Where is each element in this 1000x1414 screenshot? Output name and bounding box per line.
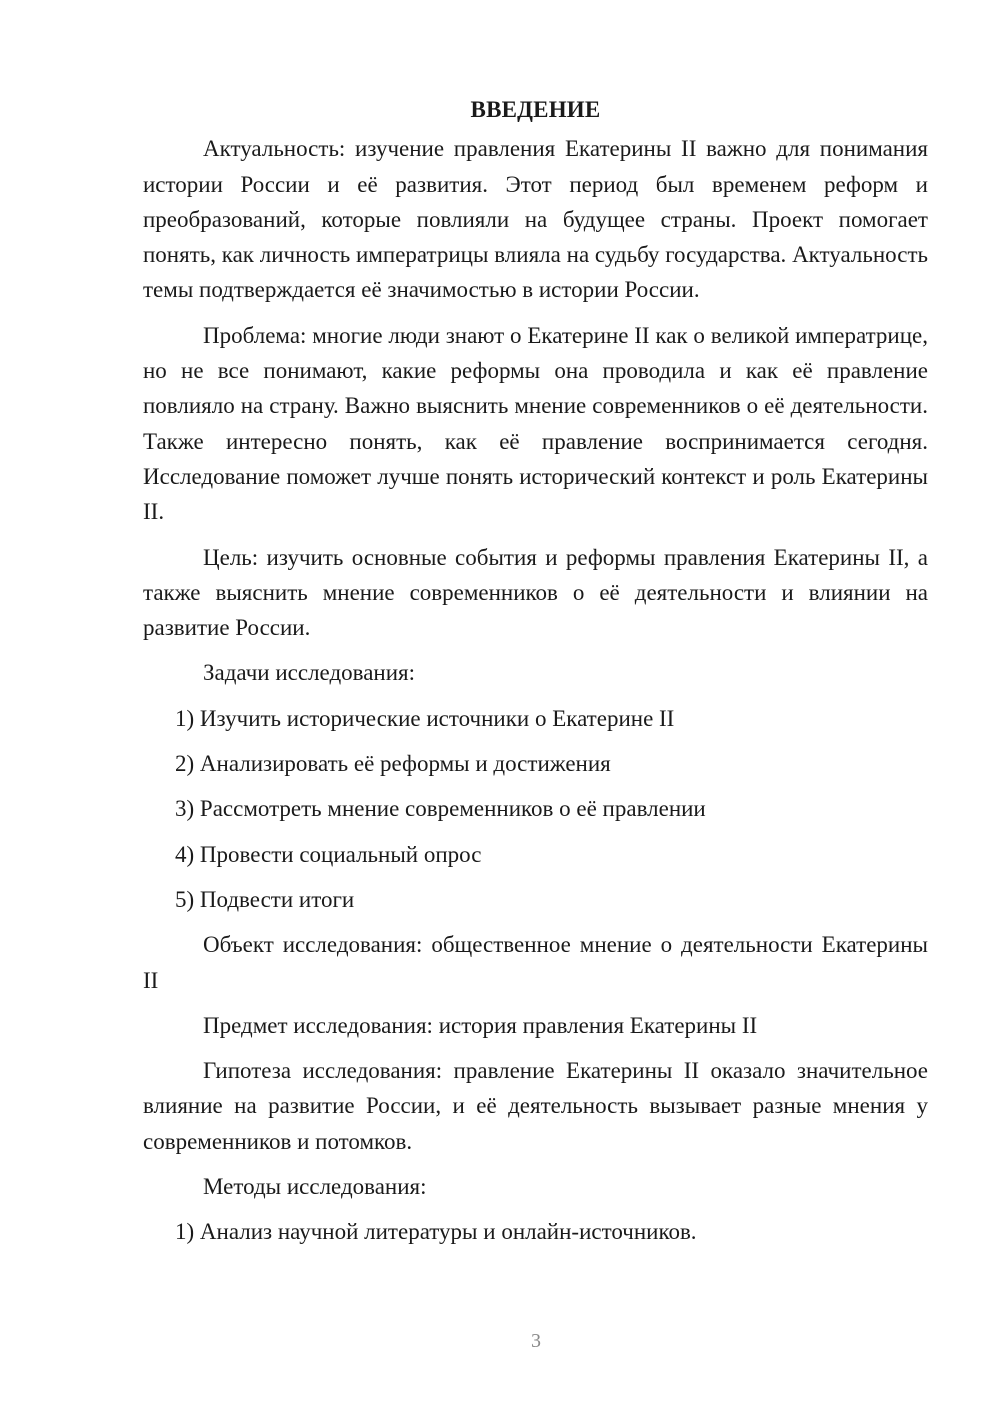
relevance-paragraph: Актуальность: изучение правления Екатерины II важно для понимания истории России и её развития. Этот период был временем реформ и преобразований, которые повлияли на будущее страны. Проект помогает понять, как личность императрицы влияла на судьбу государства. Актуальность темы подтверждается её значимостью в истории России. (143, 136, 928, 303)
page-content (143, 92, 928, 1260)
goal-paragraph: Цель: изучить основные события и реформы правления Екатерины II, а также выяснить мнение современников о её деятельности и влиянии на развитие России. (143, 544, 928, 641)
list-item: 5) Подвести итоги (175, 886, 355, 912)
page-number: 3 (531, 1330, 541, 1352)
list-item: 2) Анализировать её реформы и достижения (175, 751, 611, 777)
problem-paragraph: Проблема: многие люди знают о Екатерине II как о великой императрице, но не все понимают, какие реформы она проводила и как её правление повлияло на страну. Важно выяснить мнение современников о её деятельности. Также интересно понять, как её правление воспринимается сегодня. Исследование поможет лучше понять исторический контекст и роль Екатерины II. (143, 322, 928, 525)
list-item: 1) Изучить исторические источники о Екатерине II (175, 705, 675, 731)
list-item: 1) Анализ научной литературы и онлайн-источников. (175, 1219, 697, 1245)
methods-list (143, 1214, 928, 1249)
hypothesis-paragraph: Гипотеза исследования: правление Екатерины II оказало значительное влияние на развитие России, и её деятельность вызывает разные мнения у современников и потомков. (143, 1058, 928, 1154)
subject-paragraph: Предмет исследования: история правления Екатерины II (203, 1012, 758, 1038)
tasks-heading: Задачи исследования: (203, 660, 416, 686)
list-item: 4) Провести социальный опрос (175, 841, 482, 867)
tasks-list (143, 701, 928, 917)
list-item: 3) Рассмотреть мнение современников о её правлении (175, 796, 706, 822)
section-title: ВВЕДЕНИЕ (470, 97, 601, 122)
object-paragraph: Объект исследования: общественное мнение о деятельности Екатерины II (143, 932, 928, 993)
methods-heading: Методы исследования: (203, 1174, 427, 1200)
